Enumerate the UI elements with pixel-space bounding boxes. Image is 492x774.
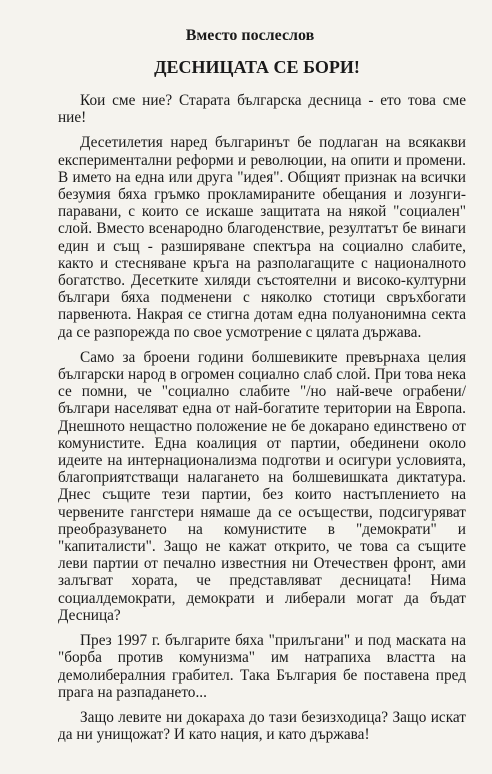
paragraph: Кои сме ние? Старата българска десница - ето това сме ние!: [58, 92, 466, 127]
article-title: ДЕСНИЦАТА СЕ БОРИ!: [154, 57, 360, 77]
afterword-heading: Вместо послеслов: [185, 27, 315, 44]
paragraph: Десетилетия наред българинът бе подлаган на всякакви експериментални реформи и революции, на опити и промени. В името на една или друга "идея". Общият признак на всички безумия бяха гръмко прокламираните обещания и лозунги-паравани, с които се искаше защитата на някой "социален" слой. Вместо всенародно благоденствие, резултатът бе винаги един и същ - разширяване спектъра на социално слабите, както и стесняване кръга на разполагащите с националното богатство. Десетките хиляди състоятелни и високо-културни българи бяха подменени с няколко стотици свръхбогати парвенюта. Накрая се стигна дотам една полуанонимна секта да се разпорежда по свое усмотрение с цялата държава.: [58, 134, 466, 341]
paragraph: Защо левите ни докараха до тази безизходица? Защо искат да ни унищожат? И като нация, и като държава!: [58, 708, 466, 744]
article-body: [58, 92, 466, 743]
paragraph: Само за броени години болшевиките превърнаха целия български народ в огромен социално слаб слой. При това нека се помни, че "социално слабите "/но най-вече ограбени/ българи населяват една от най-богатите територии на Европа. Днешното нещастно положение не бе докарано единствено от комунистите. Една коалиция от партии, обединени около идеите на интернационализма подготви и осигури условията, благоприятстващи налагането на болшевишката диктатура. Днес същите тези партии, без които настъплението на червените гангстери нямаше да се осъществи, подсигуряват преобразуването на комунистите в "демократи" и "капиталисти". Защо не кажат открито, че това са същите леви партии от печално известния ни Отечествен фронт, ами залъгват хората, че представляват десницата! Нима социалдемократи, демократи и либерали могат да бъдат Десница?: [58, 348, 466, 624]
paragraph: През 1997 г. българите бяха "прилъгани" и под маската на "борба против комунизма" им натрапиха властта на демолибералния грабител. Така България бе поставена пред прага на разпадането...: [58, 632, 466, 701]
